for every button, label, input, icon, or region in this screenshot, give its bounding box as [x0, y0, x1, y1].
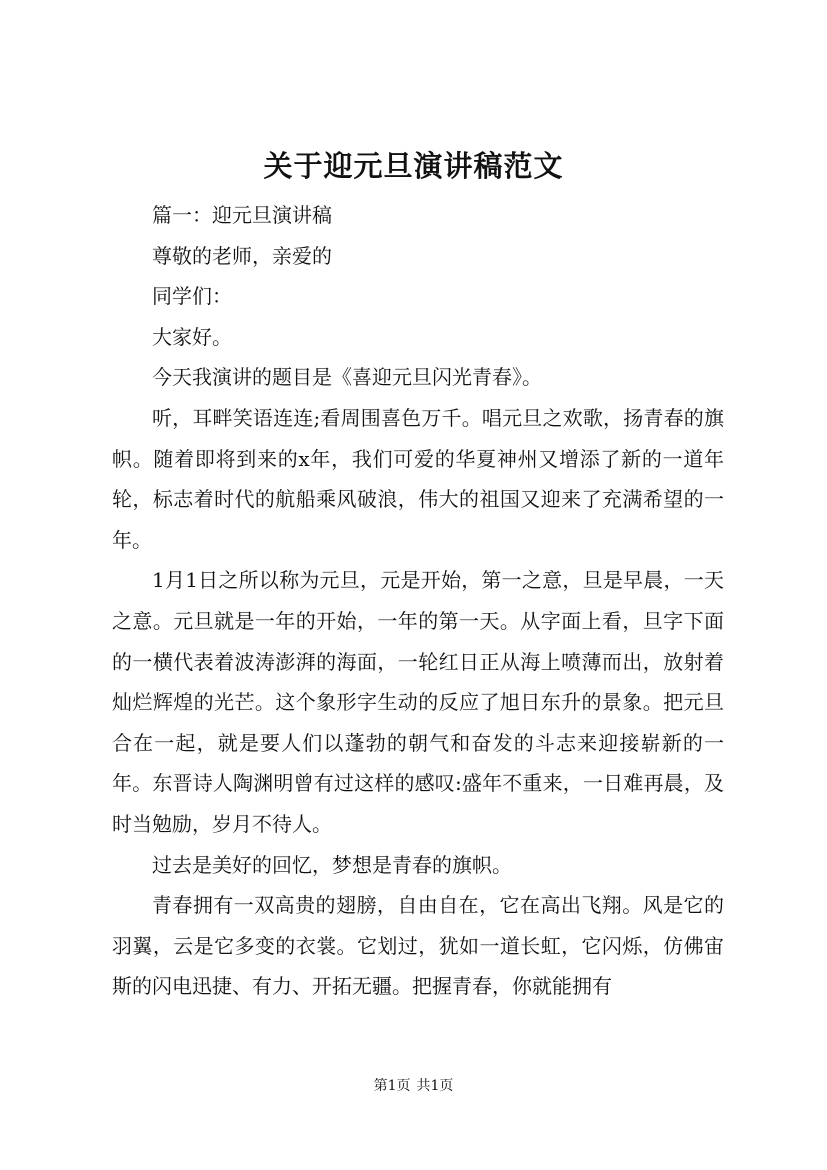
page-number: 第1页	[373, 1078, 411, 1094]
paragraph-body: 青春拥有一双高贵的翅膀，自由自在，它在高出飞翔。风是它的羽翼，云是它多变的衣裳。它划过，犹如一道长虹，它闪烁，仿佛宙斯的闪电迅捷、有力、开拓无疆。把握青春，你就能拥有	[112, 893, 724, 999]
paragraph-section-heading: 篇一：迎元旦演讲稿	[152, 203, 332, 227]
document-title: 关于迎元旦演讲稿范文	[263, 149, 564, 183]
document-body	[112, 195, 724, 1007]
paragraph-body: 1月1日之所以称为元旦，元是开始，第一之意，旦是早晨，一天之意。元旦就是一年的开始，一年的第一天。从字面上看，旦字下面的一横代表着波涛澎湃的海面，一轮红日正从海上喷薄而出，放射着灿烂辉煌的光芒。这个象形字生动的反应了旭日东升的景象。把元旦合在一起，就是要人们以蓬勃的朝气和奋发的斗志来迎接崭新的一年。东晋诗人陶渊明曾有过这样的感叹:盛年不重来，一日难再晨，及时当勉励，岁月不待人。	[112, 568, 724, 836]
paragraph-body: 听，耳畔笑语连连;看周围喜色万千。唱元旦之欢歌，扬青春的旗帜。随着即将到来的x年，我们可爱的华夏神州又增添了新的一道年轮，标志着时代的航船乘风破浪，伟大的祖国又迎来了充满希望的一年。	[112, 405, 724, 552]
paragraph-body: 过去是美好的回忆，梦想是青春的旗帜。	[152, 852, 512, 877]
page-footer	[0, 1076, 827, 1096]
paragraph-greeting: 大家好。	[152, 324, 232, 349]
paragraph-salutation-cont: 同学们：	[152, 284, 232, 309]
paragraph-topic: 今天我演讲的题目是《喜迎元旦闪光青春》。	[152, 365, 542, 390]
page-total: 共1页	[416, 1078, 454, 1094]
paragraph-salutation: 尊敬的老师，亲爱的	[152, 243, 332, 268]
